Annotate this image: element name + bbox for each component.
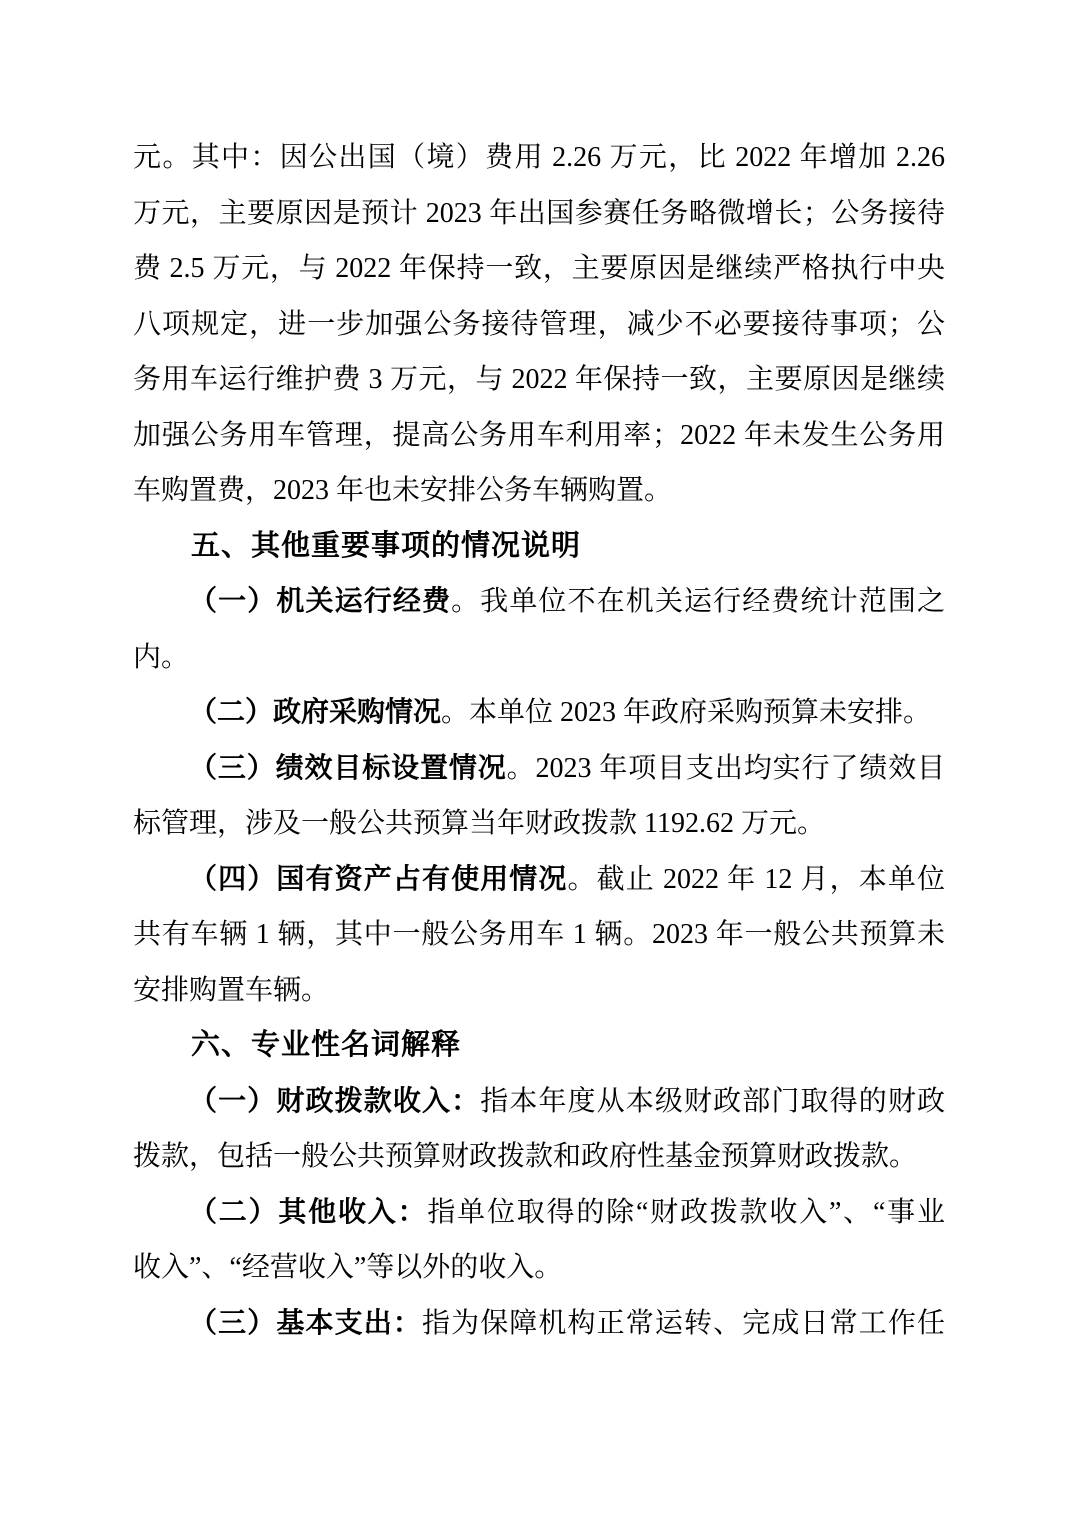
emphasis-text: （一）机关运行经费: [189, 586, 452, 617]
emphasis-text: （一）财政拨款收入：: [189, 1085, 481, 1117]
text-line: [133, 574, 945, 630]
body-text: 指本年度从本级财政部门取得的财政: [480, 1085, 945, 1117]
text-line: [133, 741, 945, 797]
text-line: [133, 963, 945, 1019]
body-text: 八项规定，进一步加强公务接待管理，减少不必要接待事项；公: [133, 308, 945, 340]
body-text: 元。其中：因公出国（境）费用 2.26 万元，比 2022 年增加 2.26: [133, 142, 945, 173]
text-line: [133, 241, 945, 297]
text-line: [133, 186, 945, 242]
emphasis-text: 六、专业性名词解释: [191, 1029, 462, 1061]
body-text: 加强公务用车管理，提高公务用车利用率；2022 年未发生公务用: [133, 419, 945, 451]
text-line: [133, 130, 945, 186]
para-jixiao-mubiao: [133, 741, 945, 852]
text-line: [133, 852, 945, 908]
text-line: [133, 907, 945, 963]
text-line: [133, 297, 945, 353]
para-zhengfu-caigou: [133, 685, 945, 741]
body-text: 指单位取得的除“财政拨款收入”、“事业: [427, 1196, 945, 1228]
emphasis-text: （三）绩效目标设置情况: [189, 752, 507, 784]
para-guoyou-zichan: [133, 852, 945, 1019]
body-text: 指为保障机构正常运转、完成日常工作任: [421, 1307, 945, 1339]
body-text: 。2023 年项目支出均实行了绩效目: [506, 752, 945, 784]
text-line: [133, 1074, 945, 1130]
text-line: [133, 408, 945, 464]
text-line: [133, 1240, 945, 1296]
text-line: [133, 352, 945, 408]
emphasis-text: （三）基本支出：: [189, 1307, 422, 1339]
body-text: 共有车辆 1 辆，其中一般公务用车 1 辆。2023 年一般公共预算未: [133, 919, 945, 950]
text-line: [133, 463, 945, 519]
emphasis-text: （二）政府采购情况: [189, 697, 442, 728]
body-text: 。本单位 2023 年政府采购预算未安排。: [441, 697, 932, 728]
emphasis-text: （二）其他收入：: [189, 1196, 428, 1228]
heading-section-5: [133, 519, 945, 575]
body-text: 。我单位不在机关运行经费统计范围之: [451, 586, 945, 617]
para-caizheng-bokuan-shouru: [133, 1074, 945, 1185]
heading-section-6: [133, 1018, 945, 1074]
body-text: 收入”、“经营收入”等以外的收入。: [133, 1252, 563, 1283]
heading-line: [133, 1018, 945, 1074]
text-line: [133, 796, 945, 852]
para-jiben-zhichu: [133, 1296, 945, 1352]
heading-line: [133, 519, 945, 575]
document-body: [133, 130, 945, 1351]
body-text: 费 2.5 万元，与 2022 年保持一致，主要原因是继续严格执行中央: [133, 253, 945, 284]
para-jiguan-yunxing-jingfei: [133, 574, 945, 685]
body-text: 万元，主要原因是预计 2023 年出国参赛任务略微增长；公务接待: [133, 197, 945, 229]
body-text: 标管理，涉及一般公共预算当年财政拨款 1192.62 万元。: [133, 808, 825, 839]
body-text: 。截止 2022 年 12 月，本单位: [567, 863, 945, 895]
para-sanggong-expenses-continued: [133, 130, 945, 519]
text-line: [133, 685, 945, 741]
text-line: [133, 1129, 945, 1185]
body-text: 内。: [133, 641, 190, 673]
text-line: [133, 1185, 945, 1241]
text-line: [133, 630, 945, 686]
emphasis-text: 五、其他重要事项的情况说明: [191, 529, 582, 562]
para-qita-shouru: [133, 1185, 945, 1296]
body-text: 车购置费，2023 年也未安排公务车辆购置。: [133, 475, 673, 506]
body-text: 安排购置车辆。: [133, 974, 330, 1006]
body-text: 拨款，包括一般公共预算财政拨款和政府性基金预算财政拨款。: [133, 1141, 918, 1172]
text-line: [133, 1296, 945, 1352]
emphasis-text: （四）国有资产占有使用情况: [189, 863, 568, 895]
body-text: 务用车运行维护费 3 万元，与 2022 年保持一致，主要原因是继续: [133, 364, 945, 395]
